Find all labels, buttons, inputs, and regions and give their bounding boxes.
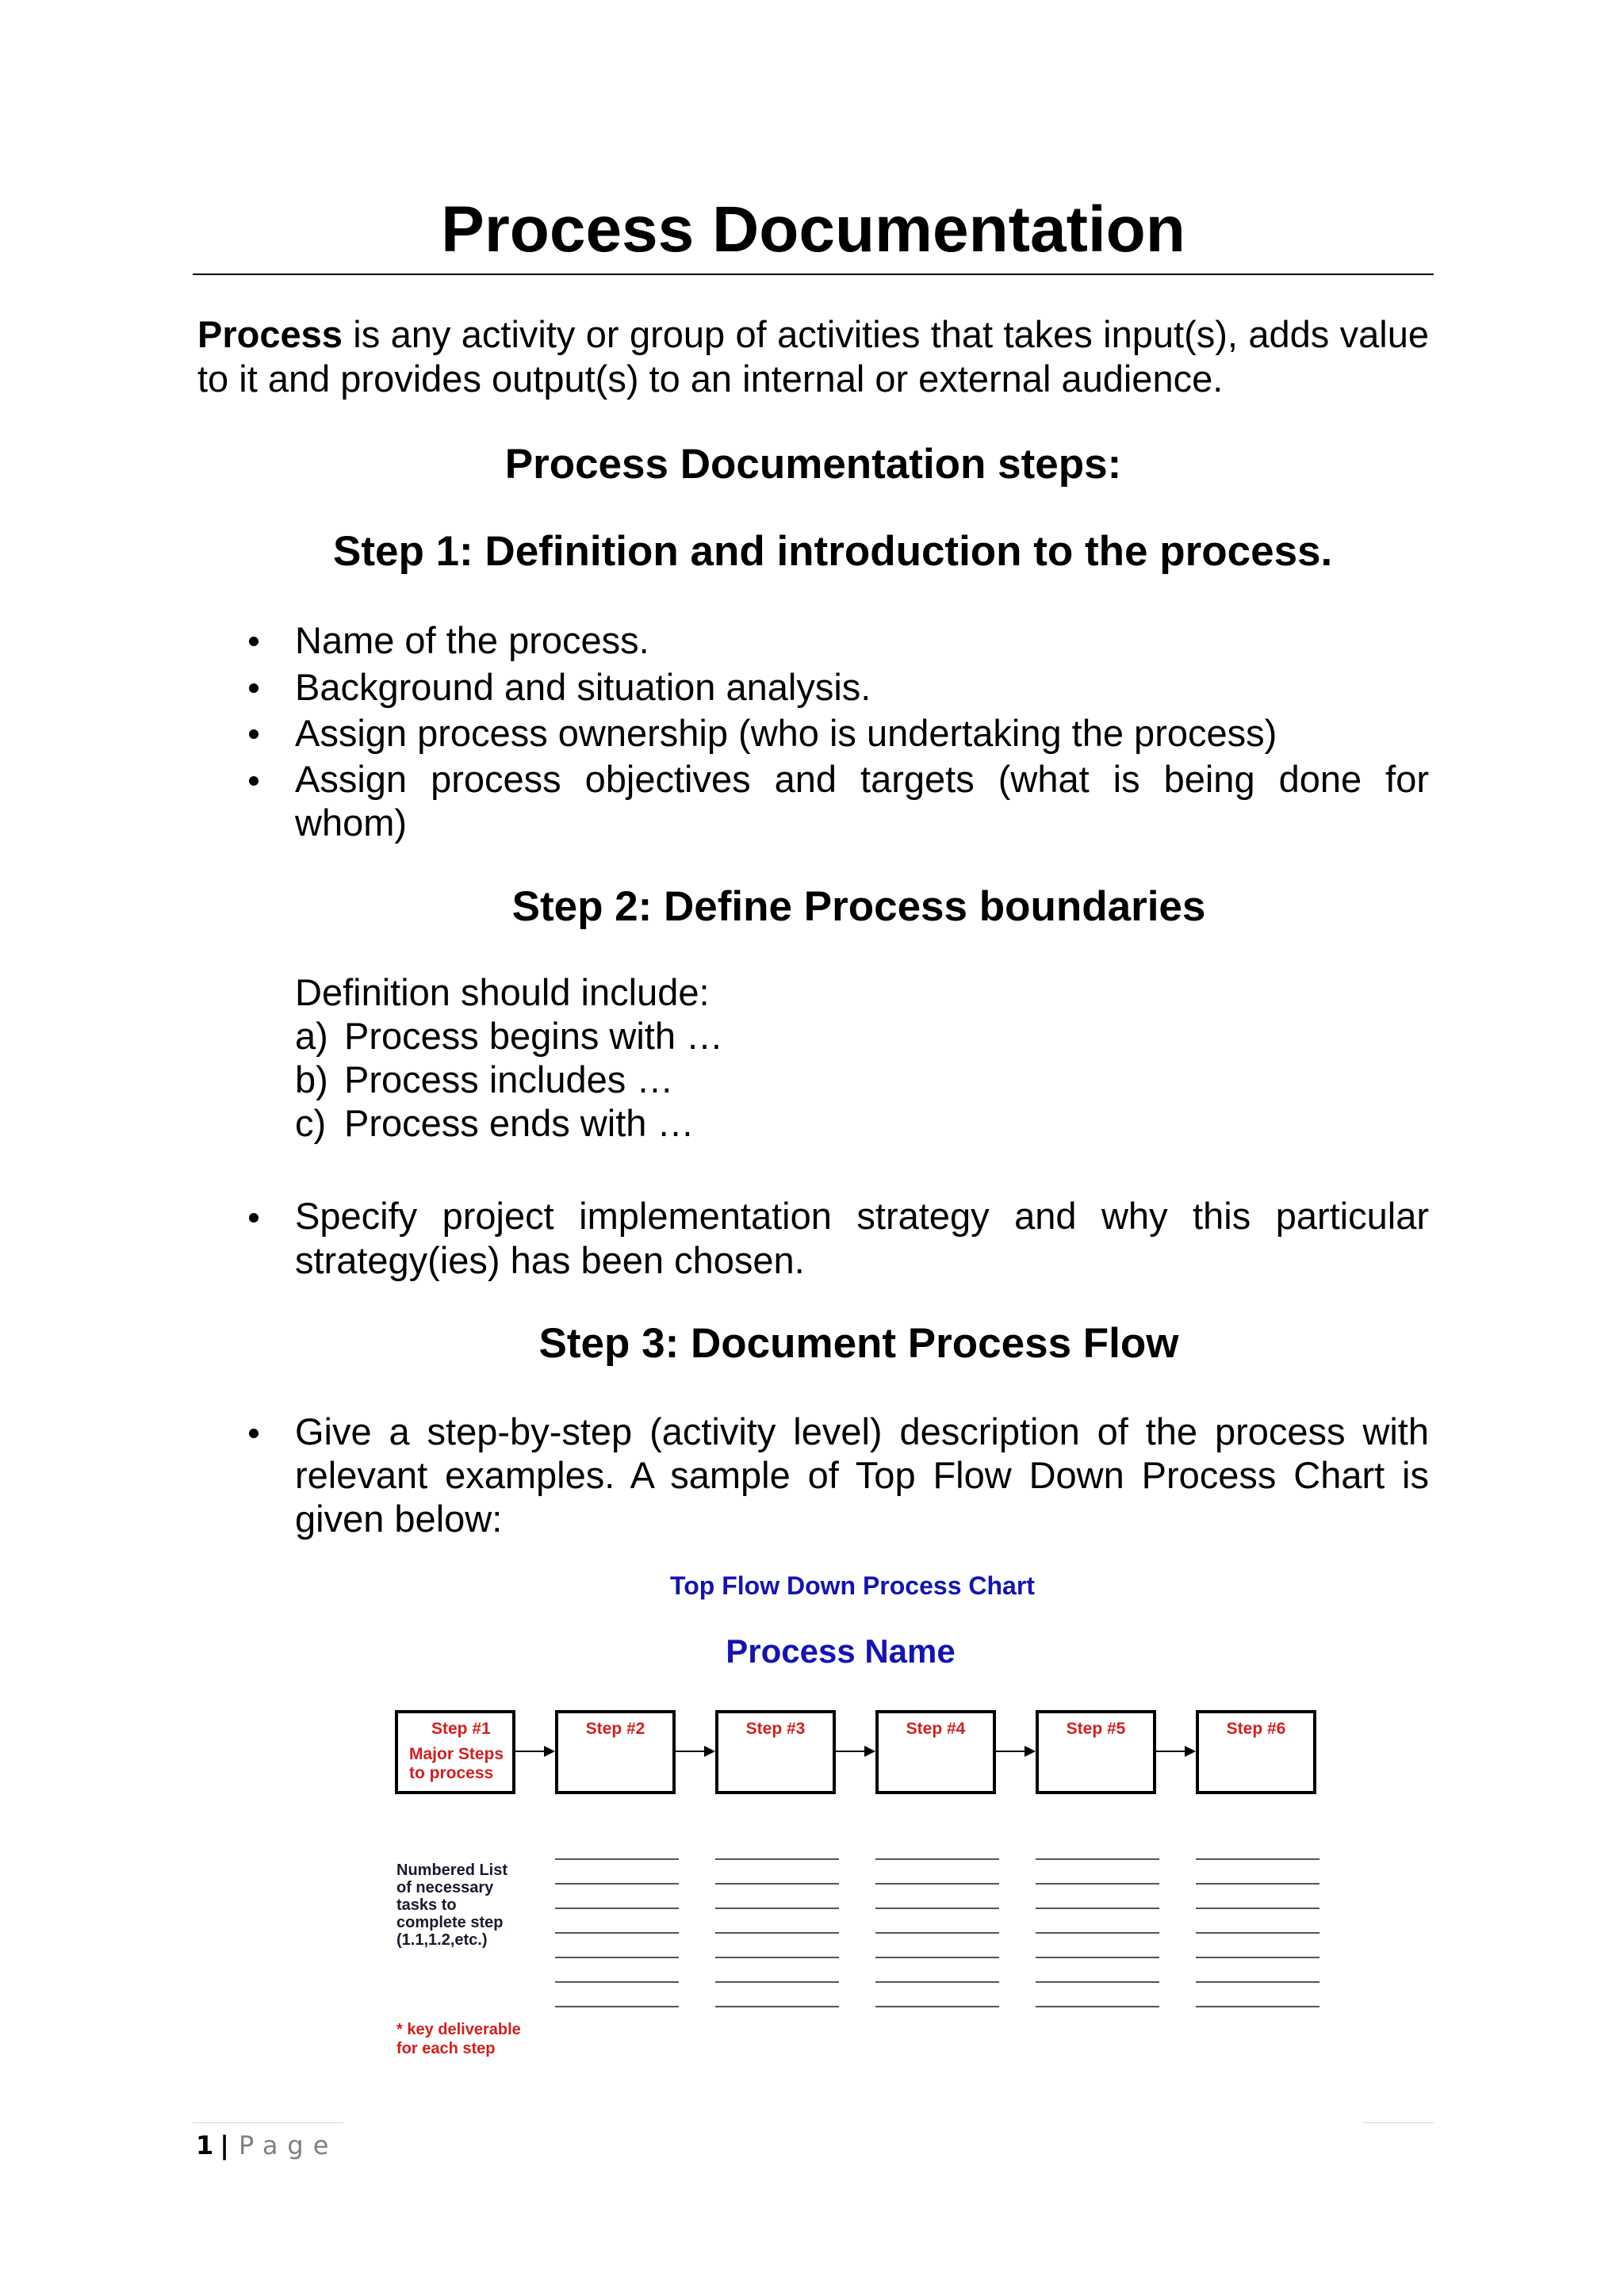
task-line	[555, 1981, 679, 1983]
arrow-right-icon	[864, 1746, 875, 1757]
task-line	[555, 1883, 679, 1885]
definition-item	[295, 1101, 1429, 1145]
tasks-label: Numbered List of necessary tasks to complete step (1.1,1.2,etc.)	[396, 1862, 508, 1949]
list-item: Assign process objectives and targets (what is being done for whom)	[238, 757, 1429, 844]
deliverable-label: * key deliverable for each step	[396, 2021, 521, 2057]
intro-text: is any activity or group of activities that takes input(s), adds value to it and provides output(s) to an internal or external audience.	[197, 313, 1429, 400]
step-box	[1036, 1710, 1156, 1794]
chart-title: Top Flow Down Process Chart	[670, 1571, 1035, 1600]
item-text: Process ends with …	[344, 1102, 695, 1144]
task-line	[1036, 1883, 1159, 1885]
flow-arrow-line	[836, 1751, 864, 1752]
task-line	[715, 1981, 839, 1983]
task-line	[1196, 1883, 1320, 1885]
task-line	[1196, 1981, 1320, 1983]
step-box	[715, 1710, 836, 1794]
flow-arrow-line	[996, 1751, 1025, 1752]
item-text: Process begins with …	[344, 1015, 724, 1057]
task-line	[1036, 2006, 1159, 2007]
flow-arrow-line	[515, 1751, 544, 1752]
task-line	[555, 1858, 679, 1860]
step-label: Step #6	[1226, 1720, 1286, 1738]
task-line	[1036, 1932, 1159, 1934]
task-line	[875, 1957, 999, 1958]
arrow-right-icon	[544, 1746, 555, 1757]
footer-separator: |	[220, 2130, 229, 2160]
item-text: Process includes …	[344, 1058, 674, 1100]
arrow-right-icon	[1025, 1746, 1036, 1757]
definition-item	[295, 1014, 1429, 1058]
task-line	[1036, 1957, 1159, 1958]
task-line	[1196, 2006, 1320, 2007]
step1-bullet-list	[238, 618, 1429, 844]
task-line	[875, 1932, 999, 1934]
task-line	[715, 2006, 839, 2007]
step-label: Step #4	[906, 1720, 966, 1738]
process-flow-chart	[373, 1570, 1332, 2061]
task-line	[715, 1932, 839, 1934]
steps-heading: Process Documentation steps:	[504, 441, 1122, 488]
arrow-right-icon	[1185, 1746, 1196, 1757]
step-description: Major Steps to process	[409, 1745, 504, 1782]
page-footer	[196, 2130, 338, 2161]
step2-bullet-list	[238, 1194, 1429, 1283]
step1-heading: Step 1: Definition and introduction to the process.	[333, 528, 1333, 575]
intro-paragraph	[197, 312, 1429, 401]
task-line	[555, 1957, 679, 1958]
page-number: 1	[196, 2130, 214, 2160]
step3-bullet-list	[238, 1410, 1429, 1540]
intro-bold-term: Process	[197, 313, 343, 355]
step2-heading: Step 2: Define Process boundaries	[511, 883, 1206, 930]
step-box	[1196, 1710, 1316, 1794]
task-line	[875, 1858, 999, 1860]
item-label: a)	[295, 1015, 328, 1057]
task-lines	[875, 1858, 999, 2030]
list-item: Assign process ownership (who is undertaking the process)	[238, 710, 1429, 757]
page-title: Process Documentation	[441, 193, 1185, 266]
task-line	[875, 1981, 999, 1983]
task-lines	[715, 1858, 839, 2030]
task-line	[715, 1883, 839, 1885]
task-lines	[555, 1858, 679, 2030]
task-lines	[1196, 1858, 1320, 2030]
process-name-label: Process Name	[726, 1632, 956, 1670]
arrow-right-icon	[704, 1746, 715, 1757]
task-line	[1196, 1932, 1320, 1934]
list-item: Name of the process.	[238, 618, 1429, 664]
task-line	[1196, 1908, 1320, 1909]
task-line	[1196, 1858, 1320, 1860]
flow-arrow-line	[676, 1751, 704, 1752]
step-label: Step #5	[1066, 1720, 1126, 1738]
task-line	[1196, 1957, 1320, 1958]
task-line	[555, 1908, 679, 1909]
step-box	[555, 1710, 676, 1794]
task-line	[555, 2006, 679, 2007]
step-label: Step #1	[431, 1720, 491, 1738]
task-line	[715, 1957, 839, 1958]
definition-item	[295, 1058, 1429, 1101]
task-line	[875, 2006, 999, 2007]
item-label: b)	[295, 1058, 328, 1100]
list-item: Give a step-by-step (activity level) description of the process with relevant examples. A sample of Top Flow Down Process Chart is given below:	[238, 1410, 1429, 1540]
step-box	[395, 1710, 515, 1794]
task-lines	[1036, 1858, 1159, 2030]
task-line	[875, 1883, 999, 1885]
step-box	[875, 1710, 996, 1794]
step3-heading: Step 3: Document Process Flow	[538, 1320, 1179, 1367]
task-line	[555, 1932, 679, 1934]
item-label: c)	[295, 1102, 327, 1144]
flow-arrow-line	[1156, 1751, 1185, 1752]
task-line	[1036, 1858, 1159, 1860]
page-word: Page	[238, 2130, 339, 2160]
task-line	[715, 1858, 839, 1860]
footer-divider	[193, 2122, 343, 2123]
task-line	[1036, 1908, 1159, 1909]
task-line	[875, 1908, 999, 1909]
task-line	[715, 1908, 839, 1909]
list-item: Specify project implementation strategy and why this particular strategy(ies) has been chosen.	[238, 1194, 1429, 1283]
task-line	[1036, 1981, 1159, 1983]
list-item: Background and situation analysis.	[238, 664, 1429, 711]
boundaries-definition	[295, 970, 1429, 1145]
footer-divider-right	[1362, 2122, 1434, 2123]
definition-intro: Definition should include:	[295, 971, 710, 1013]
title-underline	[193, 274, 1434, 275]
step-label: Step #2	[585, 1720, 645, 1738]
step-label: Step #3	[745, 1720, 806, 1738]
